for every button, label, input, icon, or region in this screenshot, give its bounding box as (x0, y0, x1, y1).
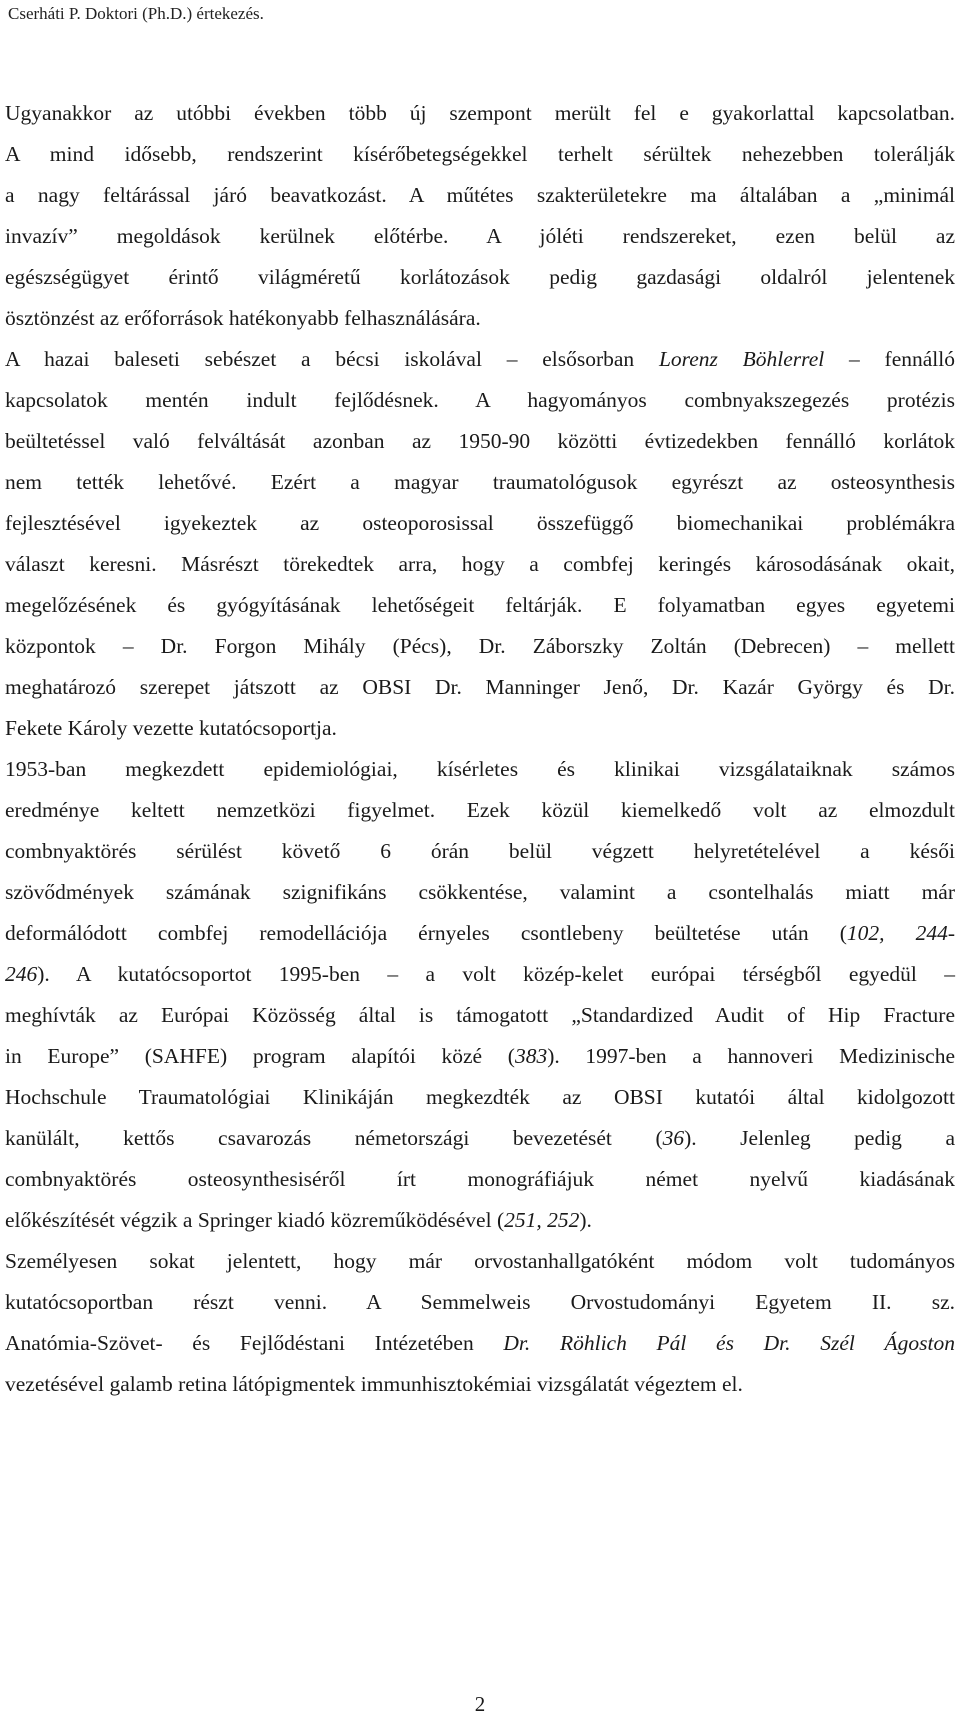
text-segment: kanülált, kettős csavarozás németországi bevezetését ( (5, 1126, 663, 1150)
text-line (5, 1159, 955, 1200)
text-segment: deformálódott combfej remodellációja érnyeles csontlebeny beültetése után ( (5, 921, 847, 945)
text-segment: ). Jelenleg pedig a (684, 1126, 955, 1150)
text-line (5, 1077, 955, 1118)
text-segment: combnyaktörés sérülést követő 6 órán belül végzett helyretételével a késői (5, 839, 955, 863)
text-segment: Anatómia-Szövet- és Fejlődéstani Intézetében (5, 1331, 504, 1355)
text-line (5, 585, 955, 626)
text-line (5, 872, 955, 913)
text-line (5, 1241, 955, 1282)
text-segment: fejlesztésével igyekeztek az osteoporosissal összefüggő biomechanikai problémákra (5, 511, 955, 535)
text-line (5, 1036, 955, 1077)
italic-text: 36 (662, 1126, 685, 1150)
text-segment: ). 1997-ben a hannoveri Medizinische (547, 1044, 955, 1068)
italic-text: 246 (5, 962, 38, 986)
text-line (5, 1282, 955, 1323)
text-line (5, 790, 955, 831)
text-segment: nem tették lehetővé. Ezért a magyar traumatológusok egyrészt az osteosynthesis (5, 470, 955, 494)
text-line (5, 1200, 955, 1241)
text-segment: szövődmények számának szignifikáns csökkentése, valamint a csontelhalás miatt már (5, 880, 955, 904)
text-line (5, 421, 955, 462)
italic-text: Dr. Röhlich Pál és Dr. Szél Ágoston (503, 1331, 955, 1355)
text-line (5, 1323, 955, 1364)
text-segment: 1953-ban megkezdett epidemiológiai, kísérletes és klinikai vizsgálataiknak számos (5, 757, 955, 781)
text-segment: – fennálló (824, 347, 955, 371)
text-segment: a nagy feltárással járó beavatkozást. A műtétes szakterületekre ma általában a „minimál (5, 183, 955, 207)
text-segment: beültetéssel való felváltását azonban az 1950-90 közötti évtizedekben fennálló korlátok (5, 429, 955, 453)
text-segment: ösztönzést az erőforrások hatékonyabb felhasználására. (5, 306, 481, 330)
text-line (5, 462, 955, 503)
text-line (5, 954, 955, 995)
text-segment: központok – Dr. Forgon Mihály (Pécs), Dr. Záborszky Zoltán (Debrecen) – mellett (5, 634, 955, 658)
text-line (5, 298, 955, 339)
text-segment: invazív” megoldások kerülnek előtérbe. A jóléti rendszereket, ezen belül az (5, 224, 955, 248)
text-segment: combnyaktörés osteosynthesiséről írt monográfiájuk német nyelvű kiadásának (5, 1167, 955, 1191)
text-line (5, 626, 955, 667)
text-segment: A mind idősebb, rendszerint kísérőbetegségekkel terhelt sérültek nehezebben tolerálják (5, 142, 955, 166)
text-line (5, 93, 955, 134)
text-line (5, 749, 955, 790)
italic-text: 102, 244- (846, 921, 955, 945)
text-segment: A hazai baleseti sebészet a bécsi iskolával – elsősorban (5, 347, 659, 371)
page-number: 2 (474, 1692, 486, 1716)
italic-text: Lorenz Böhlerrel (658, 347, 825, 371)
text-segment: Hochschule Traumatológiai Klinikáján megkezdték az OBSI kutatói által kidolgozott (5, 1085, 955, 1109)
italic-text: 251, 252 (504, 1208, 580, 1232)
text-line (5, 339, 955, 380)
text-line (5, 134, 955, 175)
text-line (5, 544, 955, 585)
text-line (5, 503, 955, 544)
text-line (5, 831, 955, 872)
text-segment: Ugyanakkor az utóbbi években több új szempont merült fel e gyakorlattal kapcsolatban. (5, 101, 955, 125)
text-line (5, 1364, 955, 1405)
italic-text: 383 (514, 1044, 548, 1068)
text-segment: előkészítését végzik a Springer kiadó közreműködésével ( (5, 1208, 505, 1232)
text-segment: in Europe” (SAHFE) program alapítói közé ( (5, 1044, 515, 1068)
text-line (5, 708, 955, 749)
text-segment: kutatócsoportban részt venni. A Semmelweis Orvostudományi Egyetem II. sz. (5, 1290, 955, 1314)
text-line (5, 1118, 955, 1159)
body-text (5, 93, 955, 1405)
text-segment: megelőzésének és gyógyításának lehetőségeit feltárják. E folyamatban egyes egyetemi (5, 593, 955, 617)
text-line (5, 216, 955, 257)
text-line (5, 667, 955, 708)
running-header: Cserháti P. Doktori (Ph.D.) értekezés. (8, 4, 264, 23)
text-line (5, 995, 955, 1036)
text-segment: Fekete Károly vezette kutatócsoportja. (5, 716, 337, 740)
text-segment: kapcsolatok mentén indult fejlődésnek. A hagyományos combnyakszegezés protézis (5, 388, 955, 412)
text-line (5, 913, 955, 954)
text-line (5, 380, 955, 421)
text-segment: ). A kutatócsoportot 1995-ben – a volt közép-kelet európai térségből egyedül – (37, 962, 955, 986)
text-segment: választ keresni. Másrészt törekedtek arra, hogy a combfej keringés károsodásának okait, (5, 552, 955, 576)
text-line (5, 257, 955, 298)
text-segment: meghatározó szerepet játszott az OBSI Dr. Manninger Jenő, Dr. Kazár György és Dr. (5, 675, 955, 699)
text-segment: ). (579, 1208, 592, 1232)
text-segment: egészségügyet érintő világméretű korlátozások pedig gazdasági oldalról jelentenek (5, 265, 955, 289)
text-segment: Személyesen sokat jelentett, hogy már orvostanhallgatóként módom volt tudományos (5, 1249, 955, 1273)
text-segment: vezetésével galamb retina látópigmentek immunhisztokémiai vizsgálatát végeztem el. (5, 1372, 743, 1396)
text-line (5, 175, 955, 216)
text-segment: eredménye keltett nemzetközi figyelmet. Ezek közül kiemelkedő volt az elmozdult (5, 798, 955, 822)
text-segment: meghívták az Európai Közösség által is támogatott „Standardized Audit of Hip Fracture (5, 1003, 955, 1027)
